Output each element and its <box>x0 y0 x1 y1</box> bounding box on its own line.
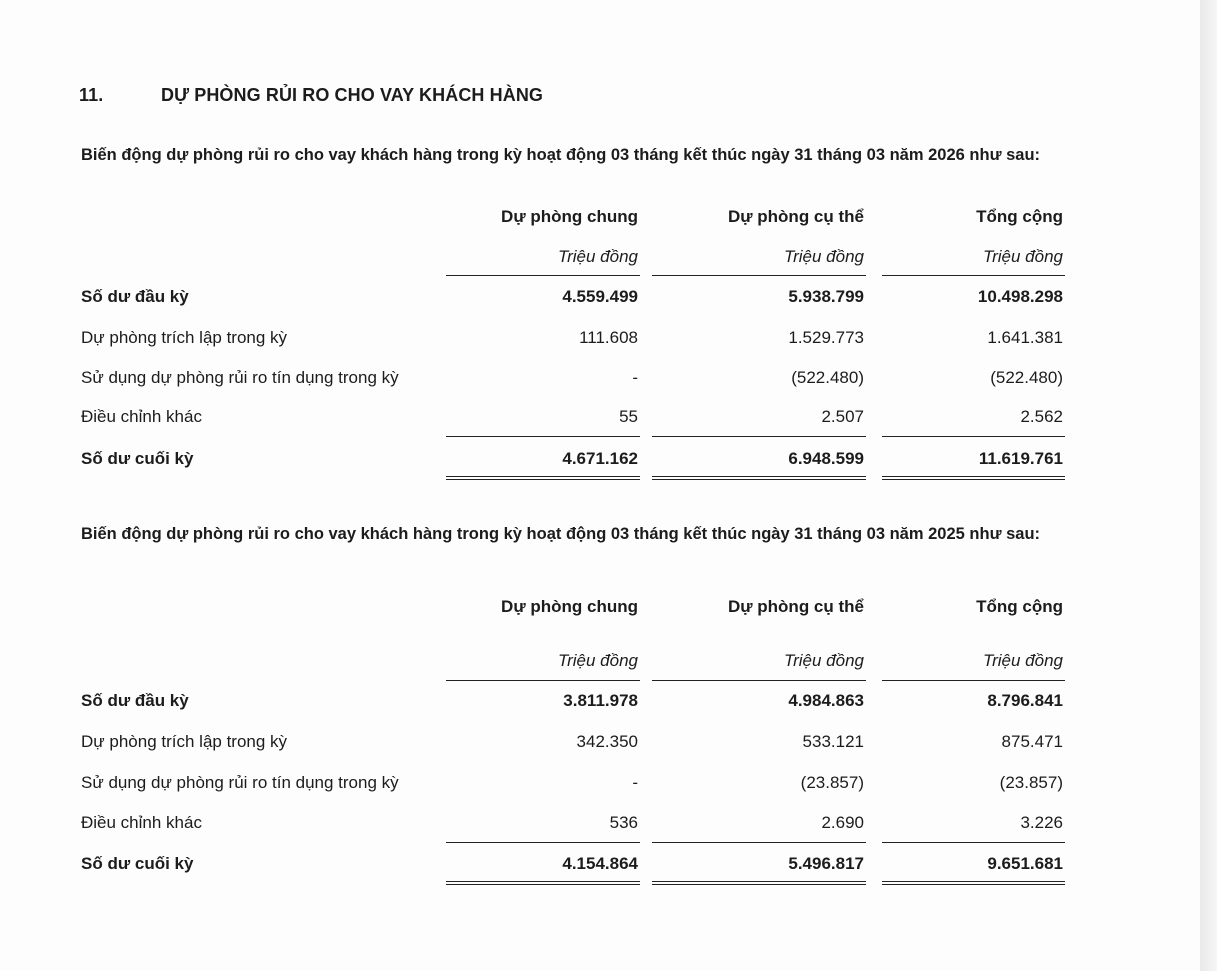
header-rule <box>652 680 866 681</box>
value-total: 11.619.761 <box>978 449 1063 468</box>
row-label: Số dư đầu kỳ <box>81 691 189 710</box>
table-1-intro: Biến động dự phòng rủi ro cho vay khách hàng trong kỳ hoạt động 03 tháng kết thúc ngày 31 tháng 03 năm 2026 như sau: <box>81 146 1041 164</box>
total-double-rule <box>446 881 640 882</box>
value-specific: 2.690 <box>821 813 864 832</box>
value-general: 4.671.162 <box>562 449 638 468</box>
table-row-other-adjustments <box>0 407 1200 433</box>
total-double-rule <box>446 476 640 477</box>
table-row-opening-balance <box>0 691 1200 717</box>
value-total: 8.796.841 <box>987 691 1063 710</box>
total-double-rule <box>446 884 640 885</box>
total-double-rule <box>652 881 866 882</box>
value-total: 1.641.381 <box>987 328 1063 347</box>
header-rule <box>652 275 866 276</box>
value-specific: 5.938.799 <box>788 287 864 306</box>
total-double-rule <box>882 479 1065 480</box>
value-specific: 2.507 <box>821 407 864 426</box>
row-label: Dự phòng trích lập trong kỳ <box>81 732 288 751</box>
section-title: DỰ PHÒNG RỦI RO CHO VAY KHÁCH HÀNG <box>161 85 544 105</box>
table-row-provision-used <box>0 773 1200 799</box>
value-specific: 533.121 <box>802 732 864 751</box>
table-unit-row <box>0 651 1200 677</box>
row-label: Số dư cuối kỳ <box>81 449 194 468</box>
header-rule <box>446 275 640 276</box>
table-header-row <box>0 207 1200 233</box>
row-label: Sử dụng dự phòng rủi ro tín dụng trong kỳ <box>81 368 399 387</box>
header-specific-provision: Dự phòng cụ thể <box>727 597 864 616</box>
row-label: Điều chỉnh khác <box>81 407 202 426</box>
row-label: Số dư cuối kỳ <box>81 854 194 873</box>
header-general-provision: Dự phòng chung <box>501 597 638 616</box>
section-number: 11. <box>79 85 104 105</box>
value-general: - <box>632 368 638 387</box>
value-total: 9.651.681 <box>987 854 1063 873</box>
value-total: 2.562 <box>1020 407 1063 426</box>
subtotal-rule <box>652 842 866 843</box>
value-general: 3.811.978 <box>563 691 638 710</box>
header-total: Tổng cộng <box>976 207 1063 226</box>
unit-label: Triệu đồng <box>783 651 864 670</box>
table-row-closing-balance <box>0 449 1200 475</box>
total-double-rule <box>446 479 640 480</box>
subtotal-rule <box>882 842 1065 843</box>
value-general: - <box>632 773 638 792</box>
total-double-rule <box>882 881 1065 882</box>
header-total: Tổng cộng <box>976 597 1063 616</box>
value-specific: (522.480) <box>791 368 864 387</box>
unit-label: Triệu đồng <box>783 247 864 266</box>
value-total: (23.857) <box>999 773 1063 792</box>
unit-label: Triệu đồng <box>557 651 638 670</box>
value-general: 342.350 <box>576 732 638 751</box>
value-total: 10.498.298 <box>977 287 1063 306</box>
total-double-rule <box>882 476 1065 477</box>
value-specific: 6.948.599 <box>788 449 864 468</box>
table-row-provision-used <box>0 368 1200 394</box>
subtotal-rule <box>446 436 640 437</box>
value-total: 3.226 <box>1020 813 1063 832</box>
table-row-other-adjustments <box>0 813 1200 839</box>
total-double-rule <box>652 479 866 480</box>
value-specific: 4.984.863 <box>788 691 864 710</box>
value-general: 4.154.864 <box>562 854 638 873</box>
unit-label: Triệu đồng <box>982 247 1063 266</box>
table-row-provision-charged <box>0 328 1200 354</box>
subtotal-rule <box>882 436 1065 437</box>
header-general-provision: Dự phòng chung <box>501 207 638 226</box>
total-double-rule <box>652 476 866 477</box>
subtotal-rule <box>446 842 640 843</box>
row-label: Dự phòng trích lập trong kỳ <box>81 328 288 347</box>
total-double-rule <box>882 884 1065 885</box>
value-specific: 5.496.817 <box>788 854 864 873</box>
header-rule <box>882 680 1065 681</box>
row-label: Sử dụng dự phòng rủi ro tín dụng trong kỳ <box>81 773 399 792</box>
header-specific-provision: Dự phòng cụ thể <box>727 207 864 226</box>
page-edge-shadow <box>1200 0 1217 971</box>
unit-label: Triệu đồng <box>557 247 638 266</box>
row-label: Điều chỉnh khác <box>81 813 202 832</box>
value-total: 875.471 <box>1001 732 1063 751</box>
subtotal-rule <box>652 436 866 437</box>
header-rule <box>446 680 640 681</box>
table-row-opening-balance <box>0 287 1200 313</box>
value-general: 4.559.499 <box>562 287 638 306</box>
value-general: 536 <box>609 813 638 832</box>
table-row-provision-charged <box>0 732 1200 758</box>
table-2-intro: Biến động dự phòng rủi ro cho vay khách hàng trong kỳ hoạt động 03 tháng kết thúc ngày 31 tháng 03 năm 2025 như sau: <box>81 525 1041 543</box>
value-general: 111.608 <box>579 328 638 347</box>
table-unit-row <box>0 247 1200 273</box>
value-specific: 1.529.773 <box>788 328 864 347</box>
table-row-closing-balance <box>0 854 1200 880</box>
value-total: (522.480) <box>990 368 1063 387</box>
table-header-row <box>0 597 1200 623</box>
value-general: 55 <box>619 407 638 426</box>
unit-label: Triệu đồng <box>982 651 1063 670</box>
row-label: Số dư đầu kỳ <box>81 287 189 306</box>
value-specific: (23.857) <box>800 773 864 792</box>
total-double-rule <box>652 884 866 885</box>
header-rule <box>882 275 1065 276</box>
